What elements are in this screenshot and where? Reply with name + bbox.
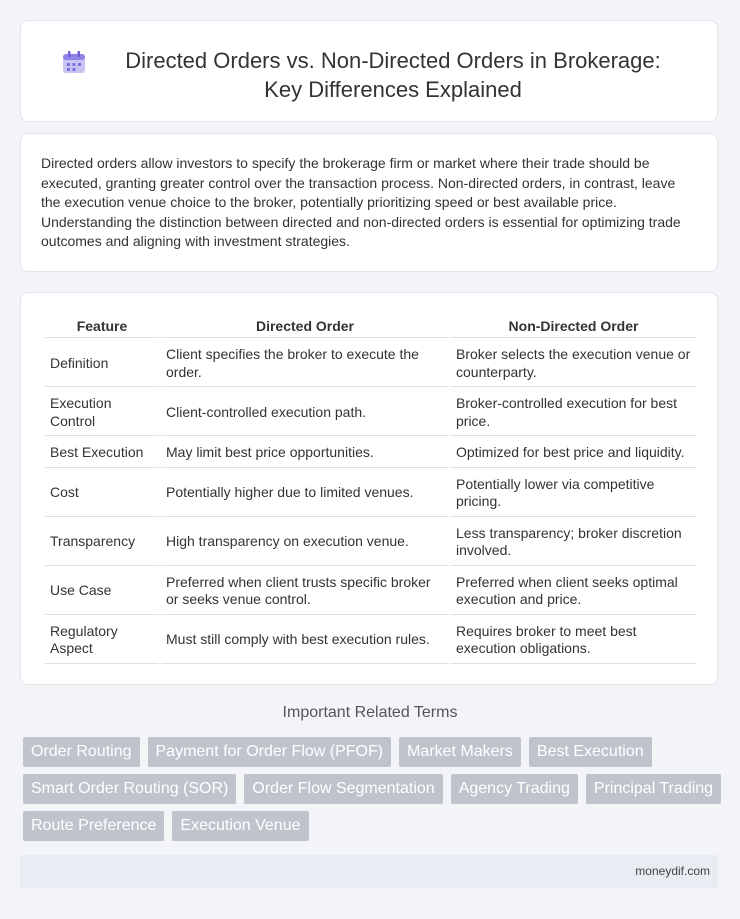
footer: [20, 855, 718, 888]
table-row: [45, 568, 696, 615]
feature-cell: Use Case: [45, 568, 159, 615]
directed-cell: Must still comply with best execution rules.: [161, 617, 449, 664]
table-row: [45, 438, 696, 468]
footer-site[interactable]: moneydif.com: [635, 864, 710, 878]
directed-cell: Client-controlled execution path.: [161, 389, 449, 436]
non-directed-cell: Broker selects the execution venue or counterparty.: [451, 340, 696, 387]
table-row: [45, 519, 696, 566]
tag-principal-trading[interactable]: Principal Trading: [586, 774, 721, 804]
directed-cell: Preferred when client trusts specific broker or seeks venue control.: [161, 568, 449, 615]
table-row: [45, 470, 696, 517]
directed-cell: Potentially higher due to limited venues.: [161, 470, 449, 517]
intro-card: [20, 133, 718, 272]
tag-order-flow-segmentation[interactable]: Order Flow Segmentation: [244, 774, 442, 804]
tag-market-makers[interactable]: Market Makers: [399, 737, 521, 767]
header-non-directed: Non-Directed Order: [451, 315, 696, 338]
related-terms-heading: Important Related Terms: [282, 704, 458, 721]
directed-cell: Client specifies the broker to execute the order.: [161, 340, 449, 387]
feature-cell: Definition: [45, 340, 159, 387]
comparison-card: [20, 292, 718, 685]
feature-cell: Regulatory Aspect: [45, 617, 159, 664]
tag-smart-order-routing[interactable]: Smart Order Routing (SOR): [23, 774, 236, 804]
feature-cell: Execution Control: [45, 389, 159, 436]
tag-agency-trading[interactable]: Agency Trading: [451, 774, 578, 804]
table-row: [45, 617, 696, 664]
tag-route-preference[interactable]: Route Preference: [23, 811, 164, 841]
feature-cell: Transparency: [45, 519, 159, 566]
tag-best-execution[interactable]: Best Execution: [529, 737, 652, 767]
intro-text: Directed orders allow investors to specify the brokerage firm or market where their trade should be executed, granting greater control over the transaction process. Non-directed orders, in contrast, leave the execution venue choice to the broker, potentially prioritizing speed or best available price. Understanding the distinction between directed and non-directed orders is essential for optimizing trade outcomes and aligning with investment strategies.: [41, 155, 681, 250]
calendar-icon: [60, 48, 88, 76]
tag-order-routing[interactable]: Order Routing: [23, 737, 140, 767]
non-directed-cell: Potentially lower via competitive pricing.: [451, 470, 696, 517]
page-title: Directed Orders vs. Non-Directed Orders in Brokerage: Key Differences Explained: [125, 48, 661, 102]
directed-cell: May limit best price opportunities.: [161, 438, 449, 468]
table-row: [45, 389, 696, 436]
title-card: [20, 20, 718, 122]
tag-pfof[interactable]: Payment for Order Flow (PFOF): [148, 737, 392, 767]
non-directed-cell: Requires broker to meet best execution obligations.: [451, 617, 696, 664]
header-feature: Feature: [45, 315, 159, 338]
table-header-row: [45, 315, 696, 338]
feature-cell: Cost: [45, 470, 159, 517]
comparison-table: [43, 313, 698, 666]
related-terms-list: [23, 737, 723, 841]
tag-execution-venue[interactable]: Execution Venue: [172, 811, 308, 841]
non-directed-cell: Preferred when client seeks optimal execution and price.: [451, 568, 696, 615]
header-directed: Directed Order: [161, 315, 449, 338]
feature-cell: Best Execution: [45, 438, 159, 468]
directed-cell: High transparency on execution venue.: [161, 519, 449, 566]
non-directed-cell: Less transparency; broker discretion involved.: [451, 519, 696, 566]
table-row: [45, 340, 696, 387]
non-directed-cell: Broker-controlled execution for best price.: [451, 389, 696, 436]
non-directed-cell: Optimized for best price and liquidity.: [451, 438, 696, 468]
